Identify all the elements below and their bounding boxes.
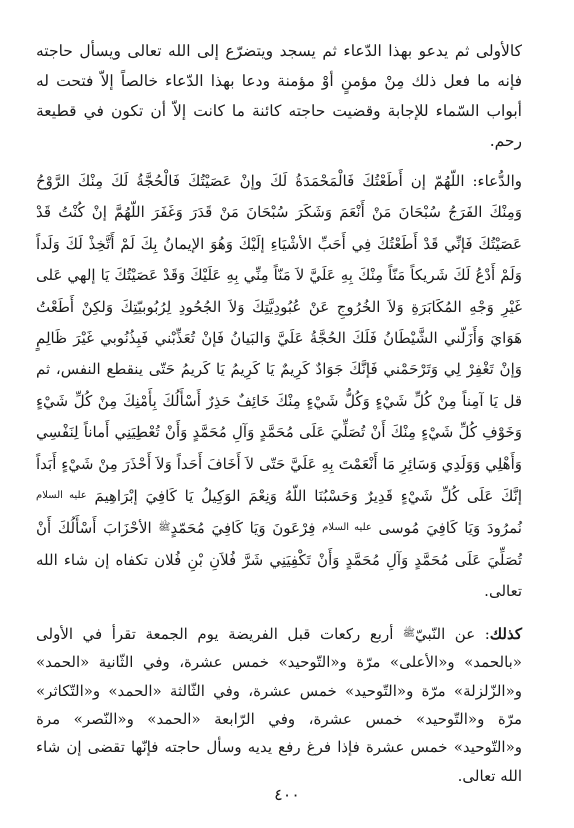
paragraph-friday-prayer — [36, 620, 522, 790]
honorific-musa: عليه السلام — [322, 522, 372, 534]
supplication-text-3: فِرْعَونَ وَيَا كَافِيَ مُحَمّدٍ — [170, 519, 323, 538]
supplication-lead: والدُّعاء: — [464, 172, 522, 190]
supplication-text-4: الأحْزَابَ أَسْأَلُكَ أَنْ تُصَلِّيَ عَلَى مُحَمَّدٍ وَآلِ مُحَمَّدٍ وَأَنْ تَكْفِيَنِي شَرَّ فُلاَنِ بْنِ فُلان — [36, 519, 523, 569]
supplication-text-2: نُمرُودَ وَيَا كَافِيَ مُوسى — [371, 519, 522, 538]
friday-text-2: أربع ركعات قبل الفريضة يوم الجمعة تقرأ في الأولى «بالحمد» و«الأعلى» مرّة و«التّوحيد» خمس عشرة، وفي الثّانية «الحمد» و«الزّلزلة» مرّة و«التّوحيد» خمس عشرة، وفي الثّالثة «الحمد» و«التّكاثر» مرّة و«التّوحيد» خمس عشرة، وفي الرّابعة «الحمد» و«النّصر» مرة و«التّوحيد» خمس عشرة فإذا فرغ رفع يديه وسأل حاجته فإنّها تقضى إن شاء الله تعالى. — [36, 624, 522, 785]
honorific-muhammad: ﷺ — [158, 522, 171, 534]
paragraph-supplication — [36, 166, 522, 608]
honorific-prophet: ﷺ — [402, 627, 415, 639]
honorific-ibrahim: عليه السلام — [36, 490, 87, 502]
page-number: ٤٠٠ — [274, 785, 300, 804]
supplication-text-1: اللّهُمّ إن أَطَعْتُكَ فَالْمَحْمَدَةُ لَكَ وإنْ عَصَيْتُكَ فَالْحُجَّةُ لَكَ مِنْكَ الرَّوْحُ وَمِنْكَ الفَرَجُ سُبْحَانَ مَنْ أَنْعَمَ وَشَكَرَ سُبْحَانَ مَنْ قَدَرَ وَغَفَرَ اللّهُمَّ إنْ كُنْتُ قَدْ عَصَيْتُكَ فَإنِّي قَدْ أَطَعْتُكَ فِي أَحَبِّ الأشْيَاءِ إلَيْكَ وَهُوَ الإيمانُ بِكَ لَمْ أَتَّخِذْ لَكَ وَلَداً وَلَمْ أَدْعُ لَكَ شَريكاً مَنّاً مِنْكَ بِهِ عَلَيَّ لاَ مَنّاً مِنِّي بِهِ عَلَيْكَ وَقَدْ عَصَيْتُكَ يَا إلهي عَلى غَيْرِ وَجْهِ المُكَابَرَةِ وَلاَ الخُرُوجِ عَنْ عُبُودِيَّتِكَ وَلاَ الجُحُودِ لِرُبُوبيّتِكَ وَلكِنْ أَطَعْتُ هَوَايَ وَأَزَلّني الشَّيْطَانُ فَلَكَ الحُجَّةُ عَلَيَّ وَالبَيانُ فَإنْ تُعَذِّبْني فَبِذُنُوبي غَيْرَ ظَالِمٍ وَإنْ تَغْفِرْ لِي وَتَرْحَمْني فَإنَّكَ جَوَادٌ كَرِيمٌ يَا كَرِيمُ يَا كَريمُ حَتّى ينقطع النفس، ثم قل يَا آمِناً مِنْ كُلِّ شَيْءٍ وَكُلُّ شَيْءٍ مِنْكَ خَائِفٌ حَذِرٌ أَسْأَلُكَ بِأَمْنِكَ مِنْ كُلِّ شَيْءٍ وَخَوْفِ كُلِّ شَيْءٍ مِنْكَ أَنْ تُصَلِّيَ عَلَى مُحَمَّدٍ وَآلِ مُحَمَّدٍ وَأَنْ تُعْطِيَنِي أَماناً لِنَفْسِي وَأَهْلِي وَوَلَدِي وَسَائِرِ مَا أَنْعَمْتَ بِهِ عَلَيَّ حَتّى لاَ أَخَافَ أَحَداً وَلاَ أَحْذَرَ مِنْ شَيْءٍ أَبَداً إنَّكَ عَلَى كُلِّ شَيْءٍ قَدِيرٌ وَحَسْبُنَا اللّهُ وَنِعْمَ الوَكِيلُ يَا كَافِيَ إبْرَاهِيمَ — [36, 172, 522, 506]
supplication-end: تكفاه إن شاء الله تعالى. — [36, 550, 522, 601]
friday-text-1: : عن النّبيّ — [415, 624, 490, 643]
keyword-likewise: كذلك — [489, 624, 522, 643]
paragraph-instructions: كالأولى ثم يدعو بهذا الدّعاء ثم يسجد ويتضرّع إلى الله تعالى ويسأل حاجته فإنه ما فعل ذلك مِنْ مؤمنٍ أوْ مؤمنة ودعا بهذا الدّعاء خالصاً إلاّ فتحت له أبواب السّماء للإجابة وقضيت حاجته كائنة ما كانت إلاّ أن تكون في قطيعة رحم. — [36, 42, 522, 150]
